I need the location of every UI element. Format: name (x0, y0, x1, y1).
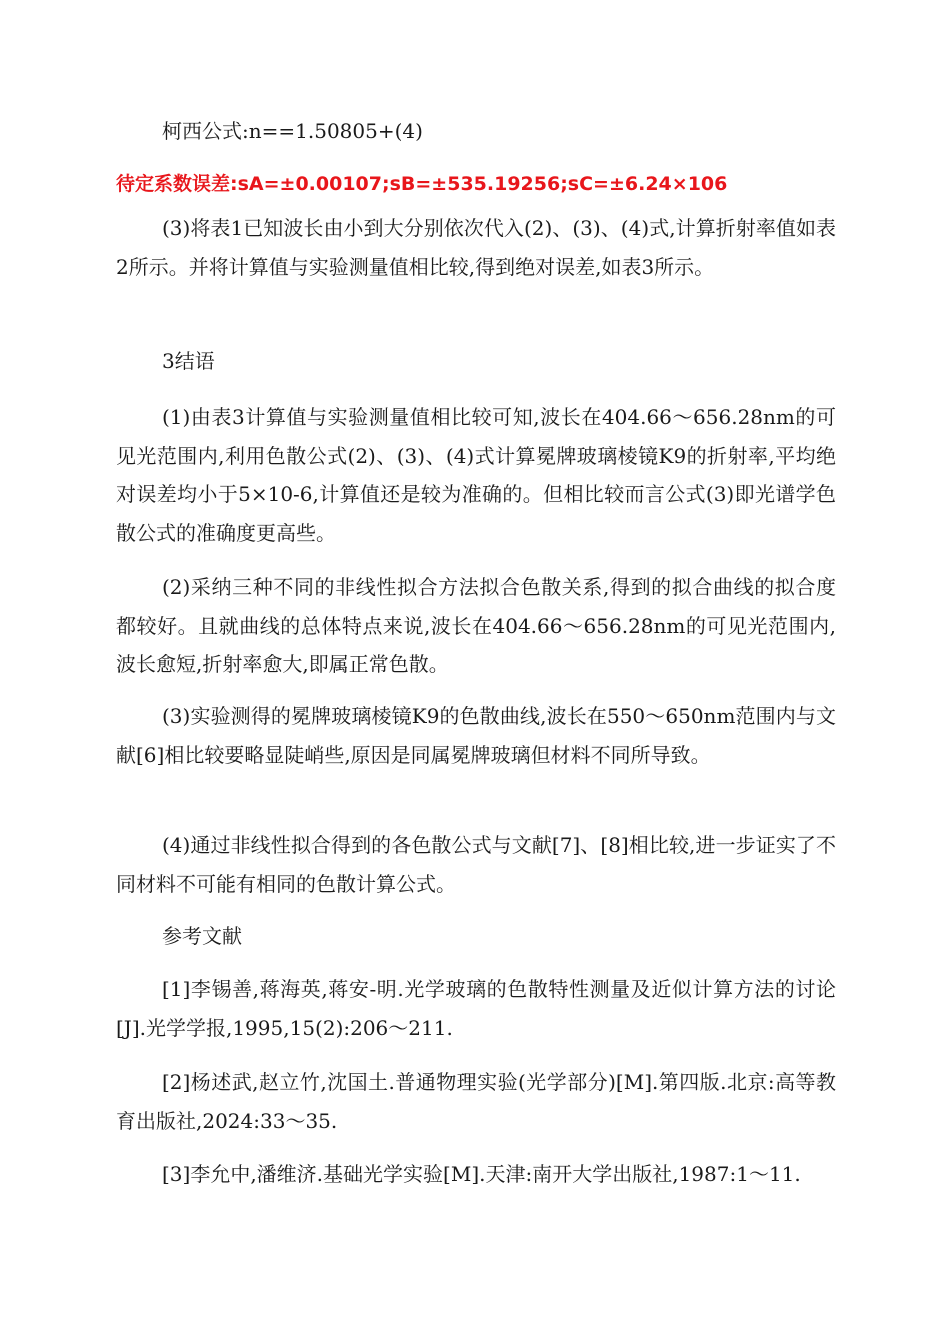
reference-item-2: [2]杨述武,赵立竹,沈国土.普通物理实验(光学部分)[M].第四版.北京:高等教育出版社,2024:33～35. (116, 1070, 836, 1133)
conclusion-paragraph-2: (2)采纳三种不同的非线性拟合方法拟合色散关系,得到的拟合曲线的拟合度都较好。且就曲线的总体特点来说,波长在404.66～656.28nm的可见光范围内,波长愈短,折射率愈大,即属正常色散。 (116, 575, 836, 676)
conclusion-paragraph-1: (1)由表3计算值与实验测量值相比较可知,波长在404.66～656.28nm的可见光范围内,利用色散公式(2)、(3)、(4)式计算冕牌玻璃棱镜K9的折射率,平均绝对误差均小于5×10-6,计算值还是较为准确的。但相比较而言公式(3)即光谱学色散公式的准确度更高些。 (116, 405, 836, 545)
section-heading-conclusion: 3结语 (162, 349, 215, 373)
coefficient-error-line: 待定系数误差:sA=±0.00107;sB=±535.19256;sC=±6.24×106 (116, 173, 728, 195)
reference-item-1: [1]李锡善,蒋海英,蒋安-明.光学玻璃的色散特性测量及近似计算方法的讨论[J].光学学报,1995,15(2):206～211. (116, 977, 836, 1040)
conclusion-paragraph-4: (4)通过非线性拟合得到的各色散公式与文献[7]、[8]相比较,进一步证实了不同材料不可能有相同的色散计算公式。 (116, 833, 836, 896)
reference-item-3: [3]李允中,潘维济.基础光学实验[M].天津:南开大学出版社,1987:1～11. (162, 1162, 801, 1186)
references-heading: 参考文献 (162, 924, 242, 948)
conclusion-paragraph-3: (3)实验测得的冕牌玻璃棱镜K9的色散曲线,波长在550～650nm范围内与文献[6]相比较要略显陡峭些,原因是同属冕牌玻璃但材料不同所导致。 (116, 704, 836, 767)
step-3-paragraph: (3)将表1已知波长由小到大分别依次代入(2)、(3)、(4)式,计算折射率值如表2所示。并将计算值与实验测量值相比较,得到绝对误差,如表3所示。 (116, 216, 836, 279)
cauchy-formula-line: 柯西公式:n==1.50805+(4) (162, 119, 423, 143)
